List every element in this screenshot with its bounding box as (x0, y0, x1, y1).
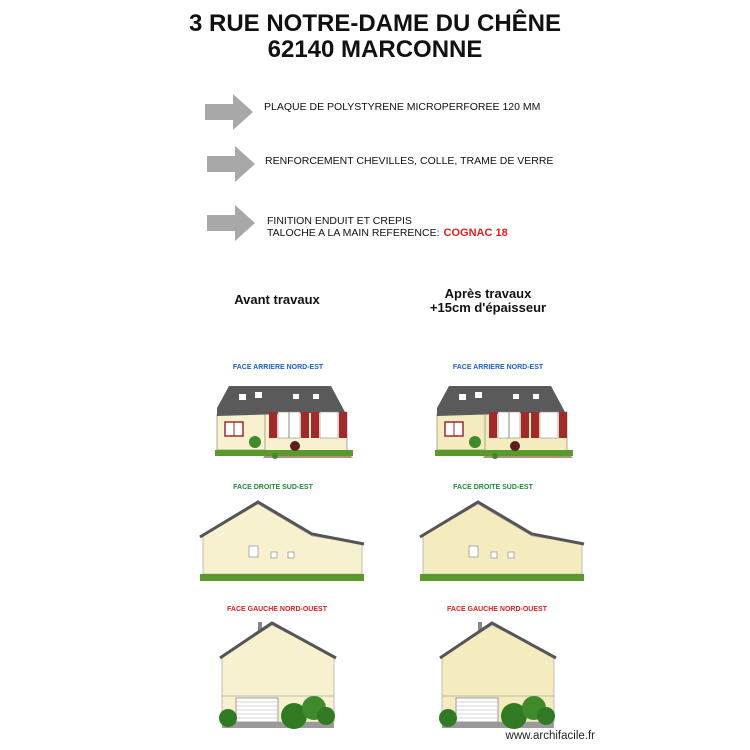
column-after-title-line1: Après travaux (444, 286, 532, 301)
left-facade-before-drawing (214, 620, 344, 732)
address-city: 62140 MARCONNE (267, 36, 483, 63)
label-rear-after: FACE ARRIERE NORD-EST (452, 364, 544, 371)
column-before-title: Avant travaux (234, 292, 320, 307)
right-facade-after-drawing (418, 498, 586, 584)
rear-facade-after-drawing (433, 382, 578, 462)
label-right-after: FACE DROITE SUD-EST (453, 484, 533, 491)
column-after-title (408, 287, 568, 315)
note-finish-reference-label: TALOCHE A LA MAIN REFERENCE: (267, 227, 440, 239)
rear-facade-before-drawing (213, 382, 358, 462)
note-finish (267, 215, 508, 239)
address-street: 3 RUE NOTRE-DAME DU CHÊNE (188, 10, 562, 37)
arrow-right-icon (207, 205, 255, 241)
arrow-right-icon (207, 146, 255, 182)
watermark: www.archifacile.fr (505, 730, 595, 742)
right-facade-before-drawing (198, 498, 366, 584)
note-finish-line1: FINITION ENDUIT ET CREPIS (267, 215, 412, 227)
label-left-before: FACE GAUCHE NORD-OUEST (227, 606, 327, 613)
label-right-before: FACE DROITE SUD-EST (233, 484, 313, 491)
column-after-title-line2: +15cm d'épaisseur (429, 300, 547, 315)
note-finish-line2 (267, 227, 508, 239)
arrow-right-icon (205, 94, 253, 130)
label-rear-before: FACE ARRIERE NORD-EST (232, 364, 324, 371)
note-finish-reference-code: COGNAC 18 (443, 227, 508, 239)
left-facade-after-drawing (434, 620, 564, 732)
label-left-after: FACE GAUCHE NORD-OUEST (447, 606, 547, 613)
note-reinforcement: RENFORCEMENT CHEVILLES, COLLE, TRAME DE VERRE (265, 155, 554, 167)
note-insulation-panel: PLAQUE DE POLYSTYRENE MICROPERFOREE 120 MM (264, 101, 541, 113)
